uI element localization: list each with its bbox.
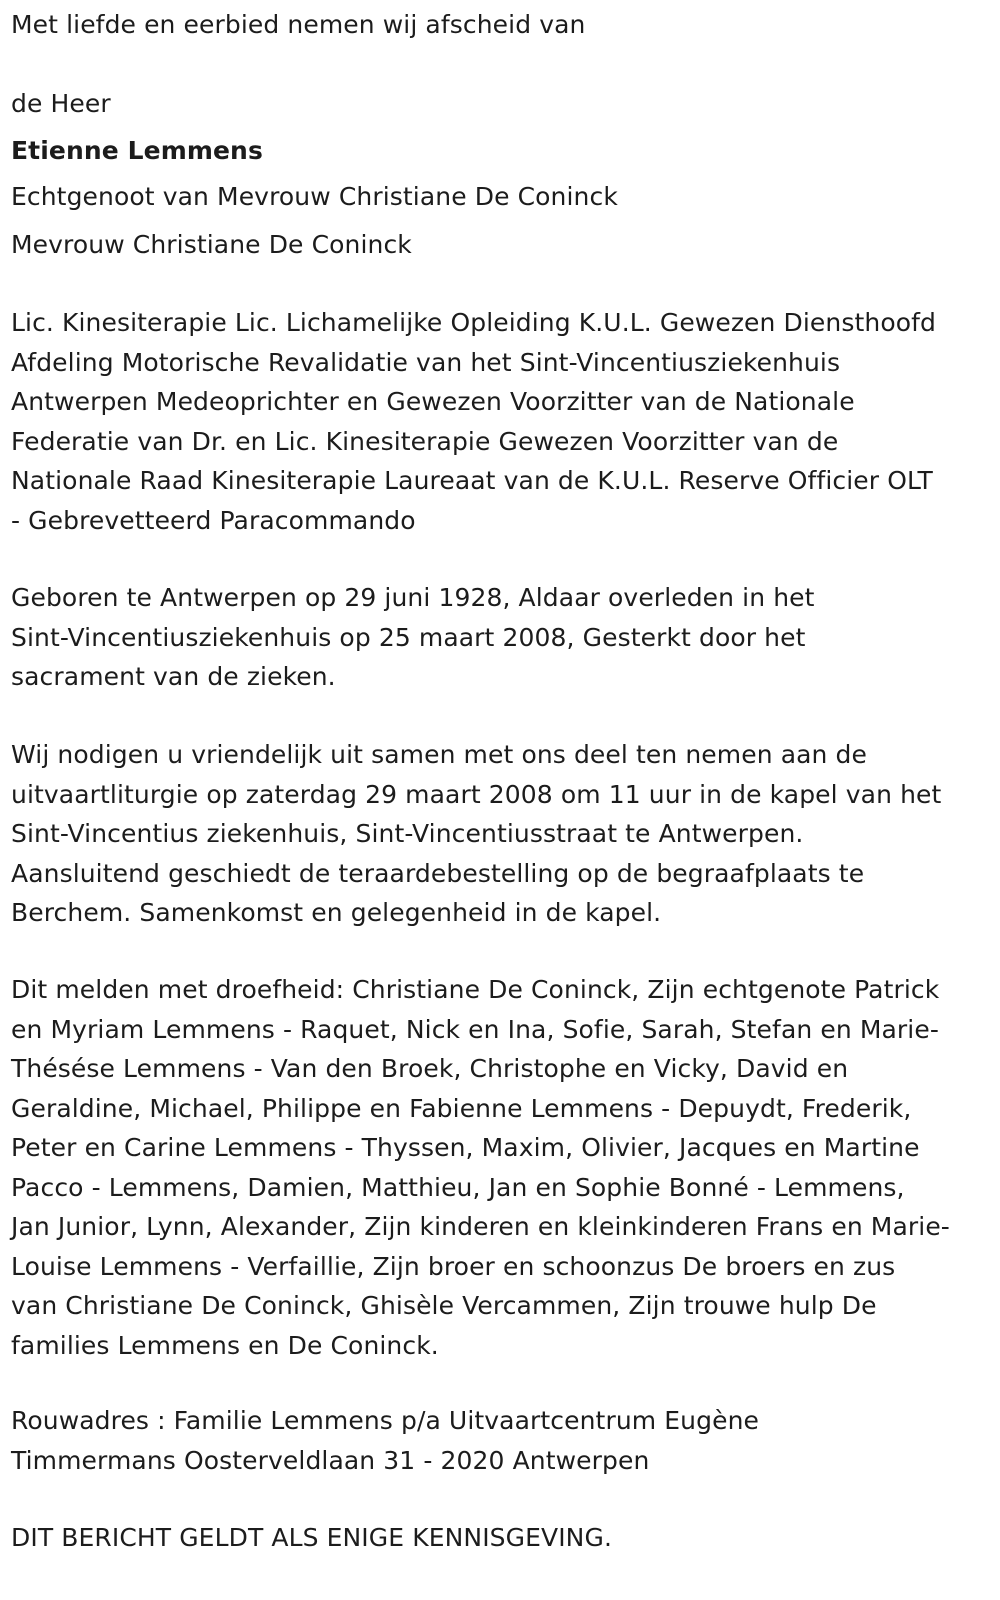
paragraph-line: Antwerpen Medeoprichter en Gewezen Voorzitter van de Nationale [11,387,855,416]
spouse-line: Echtgenoot van Mevrouw Christiane De Coninck [11,182,618,211]
birth-paragraph [11,578,996,697]
paragraph-line: Peter en Carine Lemmens - Thyssen, Maxim, Olivier, Jacques en Martine [11,1133,920,1162]
career-paragraph [11,303,996,540]
paragraph-line: Afdeling Motorische Revalidatie van het Sint-Vincentiusziekenhuis [11,347,841,377]
paragraph-line: en Myriam Lemmens - Raquet, Nick en Ina, Sofie, Sarah, Stefan en Marie- [11,1014,939,1044]
paragraph-line: Dit melden met droefheid: Christiane De Coninck, Zijn echtgenote Patrick [11,975,940,1004]
paragraph-line: Sint-Vincentiusziekenhuis op 25 maart 2008, Gesterkt door het [11,622,806,652]
paragraph-line: families Lemmens en De Coninck. [11,1330,439,1360]
paragraph-line: Aansluitend geschiedt de teraardebestelling op de begraafplaats te [11,858,865,888]
paragraph-line: Geraldine, Michael, Philippe en Fabienne Lemmens - Depuydt, Frederik, [11,1093,912,1123]
paragraph-line: sacrament van de zieken. [11,662,336,691]
paragraph-line: Geboren te Antwerpen op 29 juni 1928, Aldaar overleden in het [11,583,815,612]
paragraph-line: Nationale Raad Kinesiterapie Laureaat van de K.U.L. Reserve Officier OLT [11,466,933,495]
paragraph-line: Jan Junior, Lynn, Alexander, Zijn kinderen en kleinkinderen Frans en Marie- [11,1212,950,1241]
family-paragraph [11,970,996,1365]
paragraph-line: Berchem. Samenkomst en gelegenheid in de kapel. [11,898,662,927]
address-paragraph [11,1401,996,1480]
paragraph-line: Wij nodigen u vriendelijk uit samen met ons deel ten nemen aan de [11,740,867,769]
intro-text: Met liefde en eerbied nemen wij afscheid van [11,10,586,39]
funeral-paragraph [11,735,996,933]
closing-statement: DIT BERICHT GELDT ALS ENIGE KENNISGEVING. [11,1523,612,1552]
spouse-name: Mevrouw Christiane De Coninck [11,230,412,259]
title-prefix: de Heer [11,89,111,118]
paragraph-line: Pacco - Lemmens, Damien, Matthieu, Jan en Sophie Bonné - Lemmens, [11,1172,905,1202]
deceased-name: Etienne Lemmens [11,136,263,165]
paragraph-line: Louise Lemmens - Verfaillie, Zijn broer en schoonzus De broers en zus [11,1251,896,1281]
paragraph-line: van Christiane De Coninck, Ghisèle Vercammen, Zijn trouwe hulp De [11,1291,877,1320]
paragraph-line: Thésése Lemmens - Van den Broek, Christophe en Vicky, David en [11,1054,849,1083]
paragraph-line: Sint-Vincentius ziekenhuis, Sint-Vincentiusstraat te Antwerpen. [11,819,804,848]
paragraph-line: - Gebrevetteerd Paracommando [11,505,416,535]
paragraph-line: Federatie van Dr. en Lic. Kinesiterapie Gewezen Voorzitter van de [11,426,839,456]
paragraph-line: Rouwadres : Familie Lemmens p/a Uitvaartcentrum Eugène [11,1406,760,1435]
paragraph-line: Timmermans Oosterveldlaan 31 - 2020 Antwerpen [11,1445,650,1475]
paragraph-line: Lic. Kinesiterapie Lic. Lichamelijke Opleiding K.U.L. Gewezen Diensthoofd [11,308,936,337]
paragraph-line: uitvaartliturgie op zaterdag 29 maart 2008 om 11 uur in de kapel van het [11,779,942,809]
